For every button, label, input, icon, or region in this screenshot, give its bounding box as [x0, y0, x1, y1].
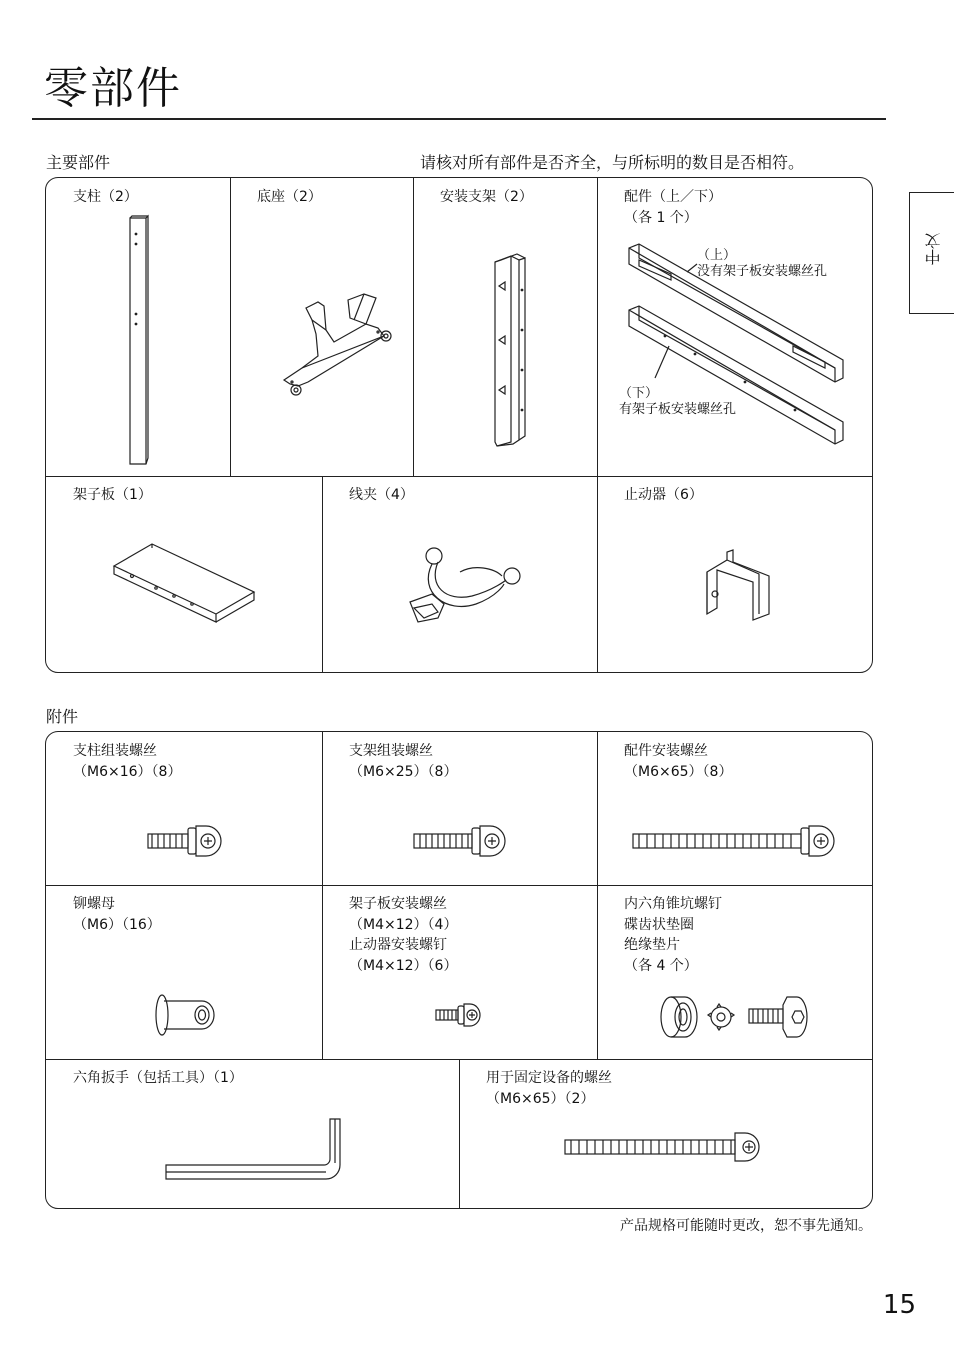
accessory-label: 内六角锥坑螺钉 碟齿状垫圈 绝缘垫片 （各 4 个） [624, 896, 722, 974]
accessories-table [45, 731, 873, 1209]
medium-screw-icon [412, 822, 512, 862]
fitting-upper-caption: （上） 没有架子板安装螺丝孔 [697, 248, 828, 279]
accessory-label: 配件安装螺丝 （M6×65）（8） [624, 743, 733, 780]
device-screw-icon [563, 1129, 773, 1165]
accessory-cell-hex-wrench [46, 1059, 459, 1208]
language-tab[interactable] [909, 192, 954, 314]
cable-clamp-icon [402, 546, 522, 636]
language-tab-label: 中文 [924, 233, 943, 265]
page-number: 15 [882, 1290, 916, 1320]
part-cell-post [46, 178, 230, 476]
accessory-label: 架子板安装螺丝 （M4×12）（4） 止动器安装螺钉 （M4×12）（6） [349, 896, 458, 974]
main-parts-heading: 主要部件 [46, 153, 111, 172]
part-cell-mounting-bracket [413, 178, 597, 476]
part-label: 安装支架（2） [440, 189, 533, 205]
accessories-heading: 附件 [46, 707, 79, 726]
part-label: 支柱（2） [73, 189, 138, 205]
base-icon [256, 290, 396, 400]
part-cell-stopper [597, 476, 872, 672]
accessory-label: 用于固定设备的螺丝 （M6×65）（2） [486, 1070, 612, 1107]
accessory-cell-rivet-nut [46, 885, 322, 1059]
accessory-cell-device-screw [459, 1059, 872, 1208]
accessory-cell-bracket-screw [322, 732, 597, 885]
part-label: 架子板（1） [73, 487, 152, 503]
accessory-label: 六角扳手（包括工具）（1） [73, 1070, 243, 1086]
hex-wrench-icon [164, 1117, 354, 1187]
part-label: 止动器（6） [624, 487, 703, 503]
mounting-bracket-icon [487, 250, 537, 450]
part-label: 配件（上／下） （各 1 个） [624, 189, 722, 226]
short-screw-icon [146, 822, 226, 862]
small-screw-icon [434, 1001, 494, 1031]
accessory-cell-hex-screw-set [597, 885, 872, 1059]
part-cell-fittings [597, 178, 872, 476]
hex-screw-set-icon [655, 993, 815, 1043]
title-divider [32, 118, 886, 120]
stopper-icon [703, 548, 773, 628]
accessory-cell-post-screw [46, 732, 322, 885]
fitting-lower-caption: （下） 有架子板安装螺丝孔 [619, 386, 737, 417]
page-title: 零部件 [44, 63, 182, 114]
part-label: 线夹（4） [349, 487, 414, 503]
accessory-label: 支架组装螺丝 （M6×25）（8） [349, 743, 458, 780]
accessory-label: 铆螺母 （M6）（16） [73, 896, 161, 933]
part-cell-cable-clamp [322, 476, 597, 672]
accessory-cell-fitting-screw [597, 732, 872, 885]
check-note: 请核对所有部件是否齐全，与所标明的数目是否相符。 [420, 153, 805, 172]
part-cell-shelf-board [46, 476, 322, 672]
accessory-cell-small-screw [322, 885, 597, 1059]
accessory-label: 支柱组装螺丝 （M6×16）（8） [73, 743, 182, 780]
main-parts-table [45, 177, 873, 673]
spec-change-note: 产品规格可能随时更改，恕不事先通知。 [620, 1218, 872, 1234]
long-screw-icon [631, 822, 841, 862]
part-label: 底座（2） [257, 189, 322, 205]
rivet-nut-icon [152, 991, 222, 1041]
part-cell-base [230, 178, 413, 476]
post-icon [122, 214, 162, 464]
shelf-board-icon [112, 538, 262, 638]
